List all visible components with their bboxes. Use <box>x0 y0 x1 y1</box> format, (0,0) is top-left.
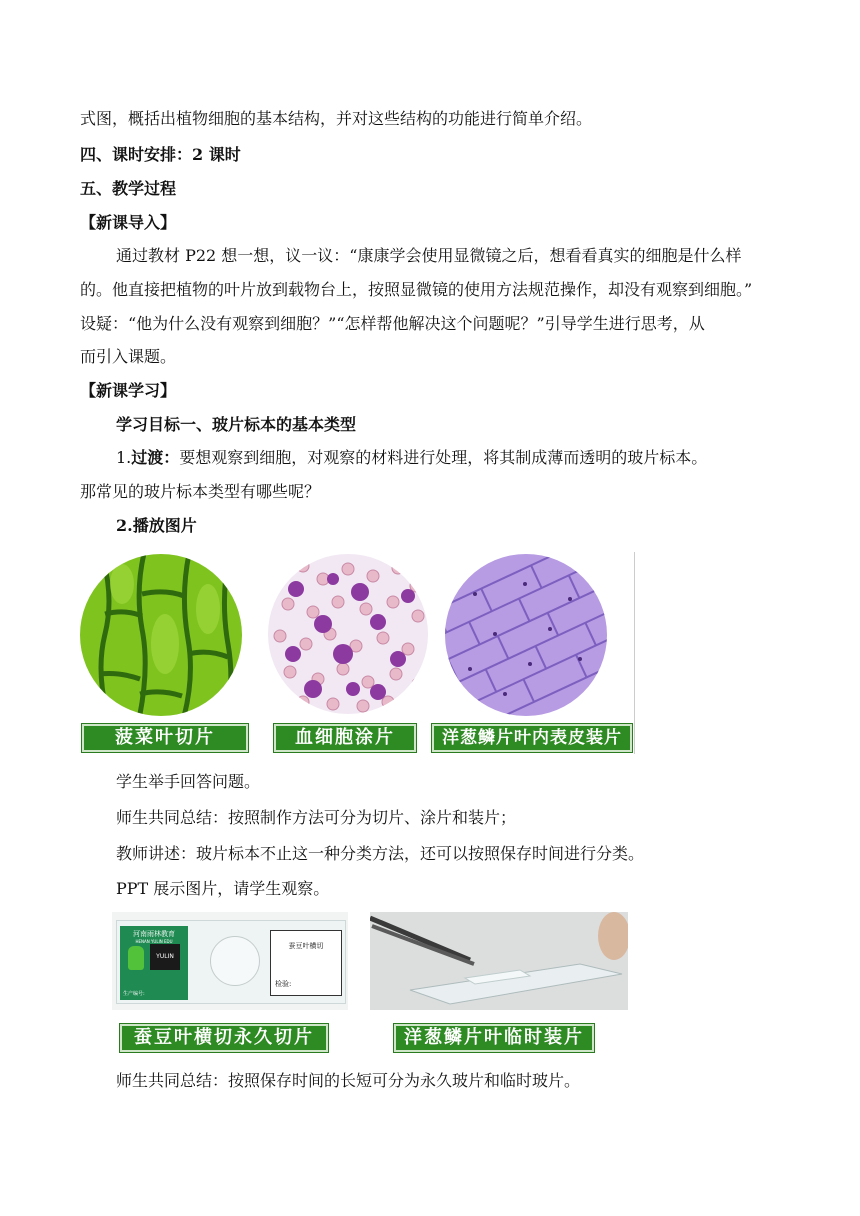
label-spinach-section: 菠菜叶切片 <box>82 724 248 752</box>
label-temporary-mount: 洋葱鳞片叶临时装片 <box>394 1024 594 1052</box>
heading-class-hours: 四、课时安排：2 课时 <box>80 145 241 164</box>
mascot-icon <box>128 946 144 970</box>
slide-serial: 生产编号: <box>123 991 145 997</box>
summary-method: 师生共同总结：按照制作方法可分为切片、涂片和装片； <box>116 808 517 827</box>
student-answer: 学生举手回答问题。 <box>116 772 261 791</box>
intro-paragraph-line: 设疑：“他为什么没有观察到细胞？”“怎样帮他解决这个问题呢？”引导学生进行思考，从 <box>80 314 705 333</box>
transition-continuation: 那常见的玻片标本类型有哪些呢？ <box>80 482 321 501</box>
slide-brand-label <box>120 926 188 1000</box>
label-permanent-slide: 蚕豆叶横切永久切片 <box>120 1024 328 1052</box>
spinach-leaf-micrograph <box>80 554 242 716</box>
permanent-slide-photo <box>112 912 348 1010</box>
onion-epidermis-micrograph <box>445 554 607 716</box>
transition-label: 过渡： <box>131 448 180 467</box>
blood-smear-micrograph <box>268 554 428 714</box>
slide-label-check: 检验: <box>275 980 292 988</box>
transition-line <box>116 447 707 469</box>
figure-slide-types <box>80 552 636 754</box>
ppt-note: PPT 展示图片，请学生观察。 <box>116 879 330 898</box>
figure-divider <box>634 552 635 754</box>
transition-text: 要想观察到细胞，对观察的材料进行处理，将其制成薄而透明的玻片标本。 <box>179 448 708 467</box>
slide-label-title: 蚕豆叶横切 <box>288 942 324 950</box>
play-images-heading: 2.播放图片 <box>116 516 197 535</box>
label-blood-smear: 血细胞涂片 <box>274 724 416 752</box>
paragraph-continuation: 式图，概括出植物细胞的基本结构，并对这些结构的功能进行简单介绍。 <box>80 109 593 128</box>
section-new-lesson-study: 【新课学习】 <box>80 381 177 400</box>
figure-slide-storage <box>112 912 632 1052</box>
intro-paragraph-line: 而引入课题。 <box>80 347 177 366</box>
coverslip <box>210 936 260 986</box>
heading-teaching-process: 五、教学过程 <box>80 179 177 198</box>
teacher-note: 教师讲述：玻片标本不止这一种分类方法，还可以按照保存时间进行分类。 <box>116 844 645 863</box>
transition-number: 1. <box>116 448 132 467</box>
summary-storage: 师生共同总结：按照保存时间的长短可分为永久玻片和临时玻片。 <box>116 1071 581 1090</box>
slide-logo: YULIN <box>150 944 180 970</box>
label-onion-mount: 洋葱鳞片叶内表皮装片 <box>432 724 632 752</box>
section-new-lesson-intro: 【新课导入】 <box>80 213 177 232</box>
temporary-mount-photo <box>370 912 628 1010</box>
learning-goal-heading: 学习目标一、玻片标本的基本类型 <box>116 415 357 434</box>
intro-paragraph-line: 通过教材 P22 想一想，议一议：“康康学会使用显微镜之后，想看看真实的细胞是什么样 <box>116 246 742 265</box>
intro-paragraph-line: 的。他直接把植物的叶片放到载物台上，按照显微镜的使用方法规范操作，却没有观察到细胞。” <box>80 280 753 299</box>
slide-paper-label <box>270 930 342 996</box>
slide-brand-text: 河南雨林教育 <box>133 930 175 938</box>
slide-brand-en: HENAN YULIN EDU <box>135 939 173 944</box>
